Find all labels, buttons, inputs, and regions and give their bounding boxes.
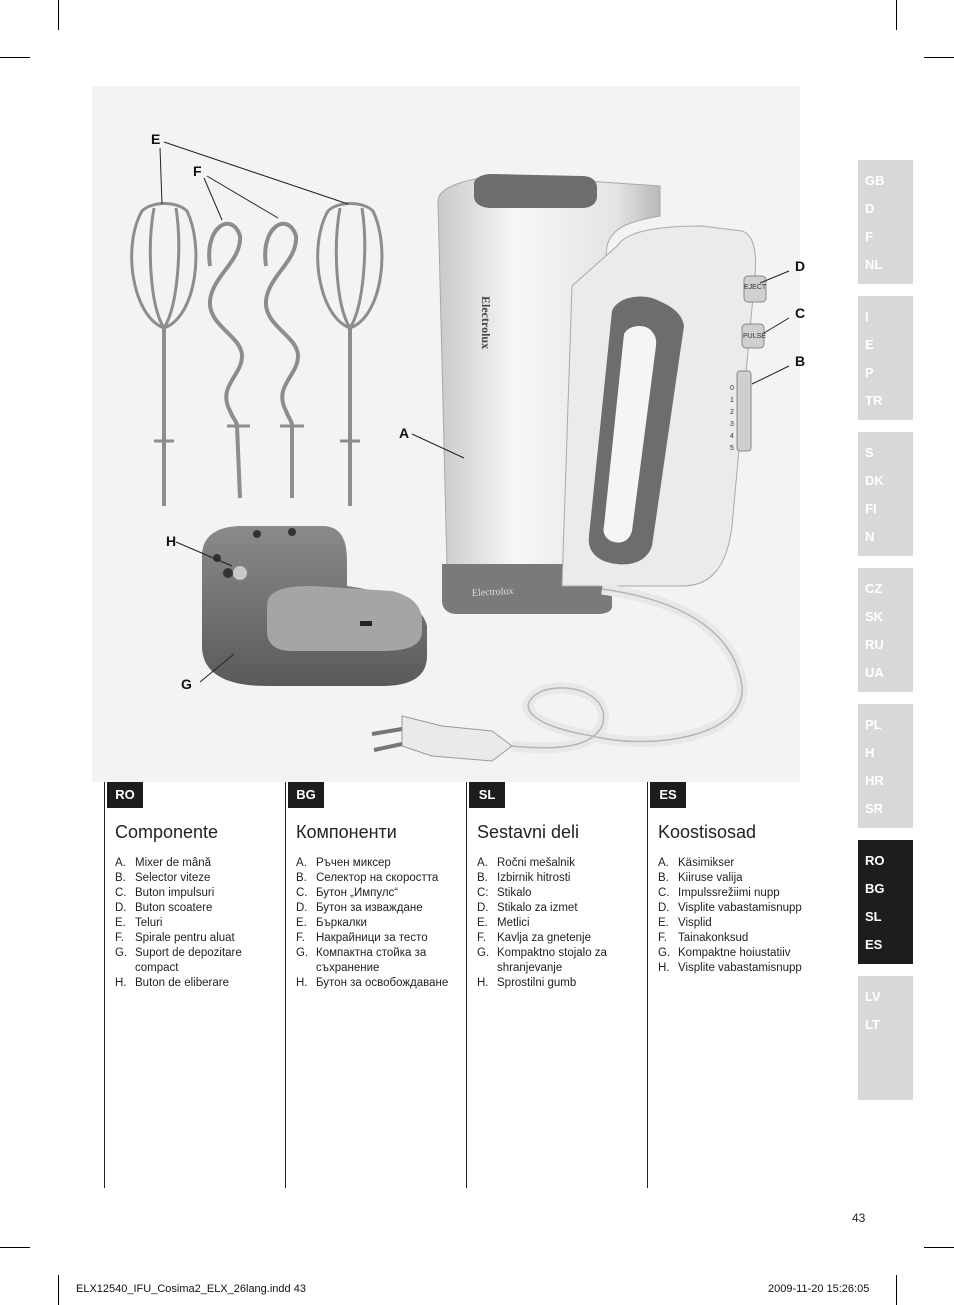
list-item: G. Kompaktno stojalo za shranjevanje: [477, 947, 607, 974]
list-item: H. Buton de eliberare: [115, 977, 229, 989]
callout-d: D: [795, 258, 806, 274]
side-tab-item: NL: [865, 257, 883, 272]
side-tab-group-2: [858, 296, 913, 420]
storage-stand: [202, 526, 427, 686]
hand-mixer: [438, 174, 767, 614]
list-item: H. Visplite vabastamisnupp: [658, 962, 802, 974]
side-tab-item: GB: [865, 173, 885, 188]
list-item: G. Suport de depozitare compact: [115, 947, 242, 974]
side-tab-item: CZ: [865, 581, 883, 596]
side-tab-item: PL: [865, 717, 882, 732]
dough-hook-right: [265, 224, 304, 498]
parts-list: [115, 856, 283, 991]
side-tab-item: RO: [865, 853, 885, 868]
speed-mark: 5: [730, 445, 734, 452]
speed-mark: 3: [730, 421, 734, 428]
side-tab-item: DK: [865, 473, 884, 488]
callout-h: H: [166, 533, 177, 549]
crop-mark: [924, 57, 954, 58]
callout-c: C: [795, 305, 806, 321]
list-item: B. Селектор на скоростта: [296, 872, 439, 884]
list-item: A. Ročni mešalnik: [477, 857, 575, 869]
brand-logo-base: Electrolux: [471, 585, 514, 599]
side-tab-item: FI: [865, 501, 877, 516]
side-tab-group-active: [858, 840, 913, 964]
list-item: D. Бутон за изваждане: [296, 902, 423, 914]
list-item: H. Бутон за освобождаване: [296, 977, 449, 989]
side-tab-item: LV: [865, 989, 881, 1004]
crop-mark: [896, 0, 897, 30]
list-item: F. Накрайници за тесто: [296, 932, 428, 944]
list-item: B. Izbirnik hitrosti: [477, 872, 571, 884]
footer-file: ELX12540_IFU_Cosima2_ELX_26lang.indd 43: [76, 1283, 306, 1295]
side-tab-item: BG: [865, 881, 885, 896]
pulse-button-label: PULSE: [743, 333, 766, 340]
power-cord: [372, 589, 742, 761]
side-tab-item: P: [865, 365, 874, 380]
brand-logo-vertical: Electrolux: [479, 296, 493, 350]
callout-f: F: [193, 163, 202, 179]
callout-g: G: [181, 676, 192, 692]
side-tab-item: SK: [865, 609, 884, 624]
list-item: B. Selector viteze: [115, 872, 211, 884]
side-tab-item: HR: [865, 773, 884, 788]
crop-mark: [0, 57, 30, 58]
list-item: E. Teluri: [115, 917, 163, 929]
section-title: Koostisosad: [658, 822, 757, 842]
list-item: C. Бутон „Импулс“: [296, 887, 399, 899]
list-item: D. Stikalo za izmet: [477, 902, 578, 914]
lang-tag: BG: [288, 782, 324, 808]
crop-mark: [924, 1247, 954, 1248]
crop-mark: [58, 0, 59, 30]
list-item: B. Kiiruse valija: [658, 872, 743, 884]
list-item: C. Buton impulsuri: [115, 887, 215, 899]
list-item: A. Ръчен миксер: [296, 857, 391, 869]
column-bg: [285, 782, 466, 1188]
beater-left: [132, 204, 196, 507]
list-item: C. Impulssrežiimi nupp: [658, 887, 780, 899]
page-number: 43: [852, 1211, 866, 1225]
column-ro: [104, 782, 285, 1188]
side-tab-item: ES: [865, 937, 883, 952]
side-tab-item: I: [865, 309, 869, 324]
speed-mark: 2: [730, 409, 734, 416]
side-tab-item: UA: [865, 665, 884, 680]
product-illustration: [92, 86, 800, 782]
list-item: H. Sprostilni gumb: [477, 977, 577, 989]
callout-a: A: [399, 425, 410, 441]
crop-mark: [58, 1275, 59, 1305]
list-item: A. Mixer de mână: [115, 857, 212, 869]
callout-b: B: [795, 353, 806, 369]
parts-list: [658, 856, 826, 976]
lang-tag: SL: [469, 782, 505, 808]
side-tab-item: H: [865, 745, 875, 760]
list-item: E. Metlici: [477, 917, 530, 929]
list-item: F. Tainakonksud: [658, 932, 749, 944]
section-title: Sestavni deli: [477, 822, 580, 842]
parts-list: [477, 856, 645, 991]
list-item: E. Бъркалки: [296, 917, 367, 929]
list-item: F. Spirale pentru aluat: [115, 932, 235, 944]
crop-mark: [0, 1247, 30, 1248]
list-item: F. Kavlja za gnetenje: [477, 932, 591, 944]
side-tab-item: D: [865, 201, 875, 216]
side-tab-item: SR: [865, 801, 884, 816]
column-sl: [466, 782, 647, 1188]
speed-mark: 4: [730, 433, 734, 440]
side-tab-group-1: [858, 160, 913, 284]
list-item: D. Buton scoatere: [115, 902, 213, 914]
side-tab-group-3: [858, 432, 913, 556]
footer-timestamp: 2009-11-20 15:26:05: [768, 1283, 870, 1295]
side-tab-item: N: [865, 529, 875, 544]
eject-button-label: EJECT: [744, 284, 767, 291]
list-item: A. Käsimikser: [658, 857, 735, 869]
speed-mark: 1: [730, 397, 734, 404]
side-tab-group-4: [858, 568, 913, 692]
parts-list: [296, 856, 464, 991]
list-item: E. Visplid: [658, 917, 712, 929]
side-tab-item: TR: [865, 393, 883, 408]
side-tab-item: S: [865, 445, 874, 460]
speed-mark: 0: [730, 385, 734, 392]
side-tab-group-5: [858, 704, 913, 828]
crop-mark: [896, 1275, 897, 1305]
section-title: Componente: [115, 822, 219, 842]
release-button-h: [233, 566, 247, 580]
callout-e: E: [151, 131, 161, 147]
side-tab-item: RU: [865, 637, 884, 652]
list-item: C: Stikalo: [477, 887, 532, 899]
list-item: D. Visplite vabastamisnupp: [658, 902, 802, 914]
side-tab-item: E: [865, 337, 874, 352]
side-tab-item: LT: [865, 1017, 880, 1032]
side-tab-item: SL: [865, 909, 882, 924]
section-title: Компоненти: [296, 822, 397, 842]
lang-tag: ES: [650, 782, 686, 808]
beater-right: [318, 204, 382, 507]
list-item: G. Kompaktne hoiustatiiv: [658, 947, 791, 959]
lang-tag: RO: [107, 782, 143, 808]
list-item: G. Компактна стойка за съхранение: [296, 947, 427, 974]
side-tab-group-7: [858, 976, 913, 1100]
dough-hook-left: [209, 224, 250, 498]
side-tab-item: F: [865, 229, 873, 244]
column-es: [647, 782, 828, 1188]
